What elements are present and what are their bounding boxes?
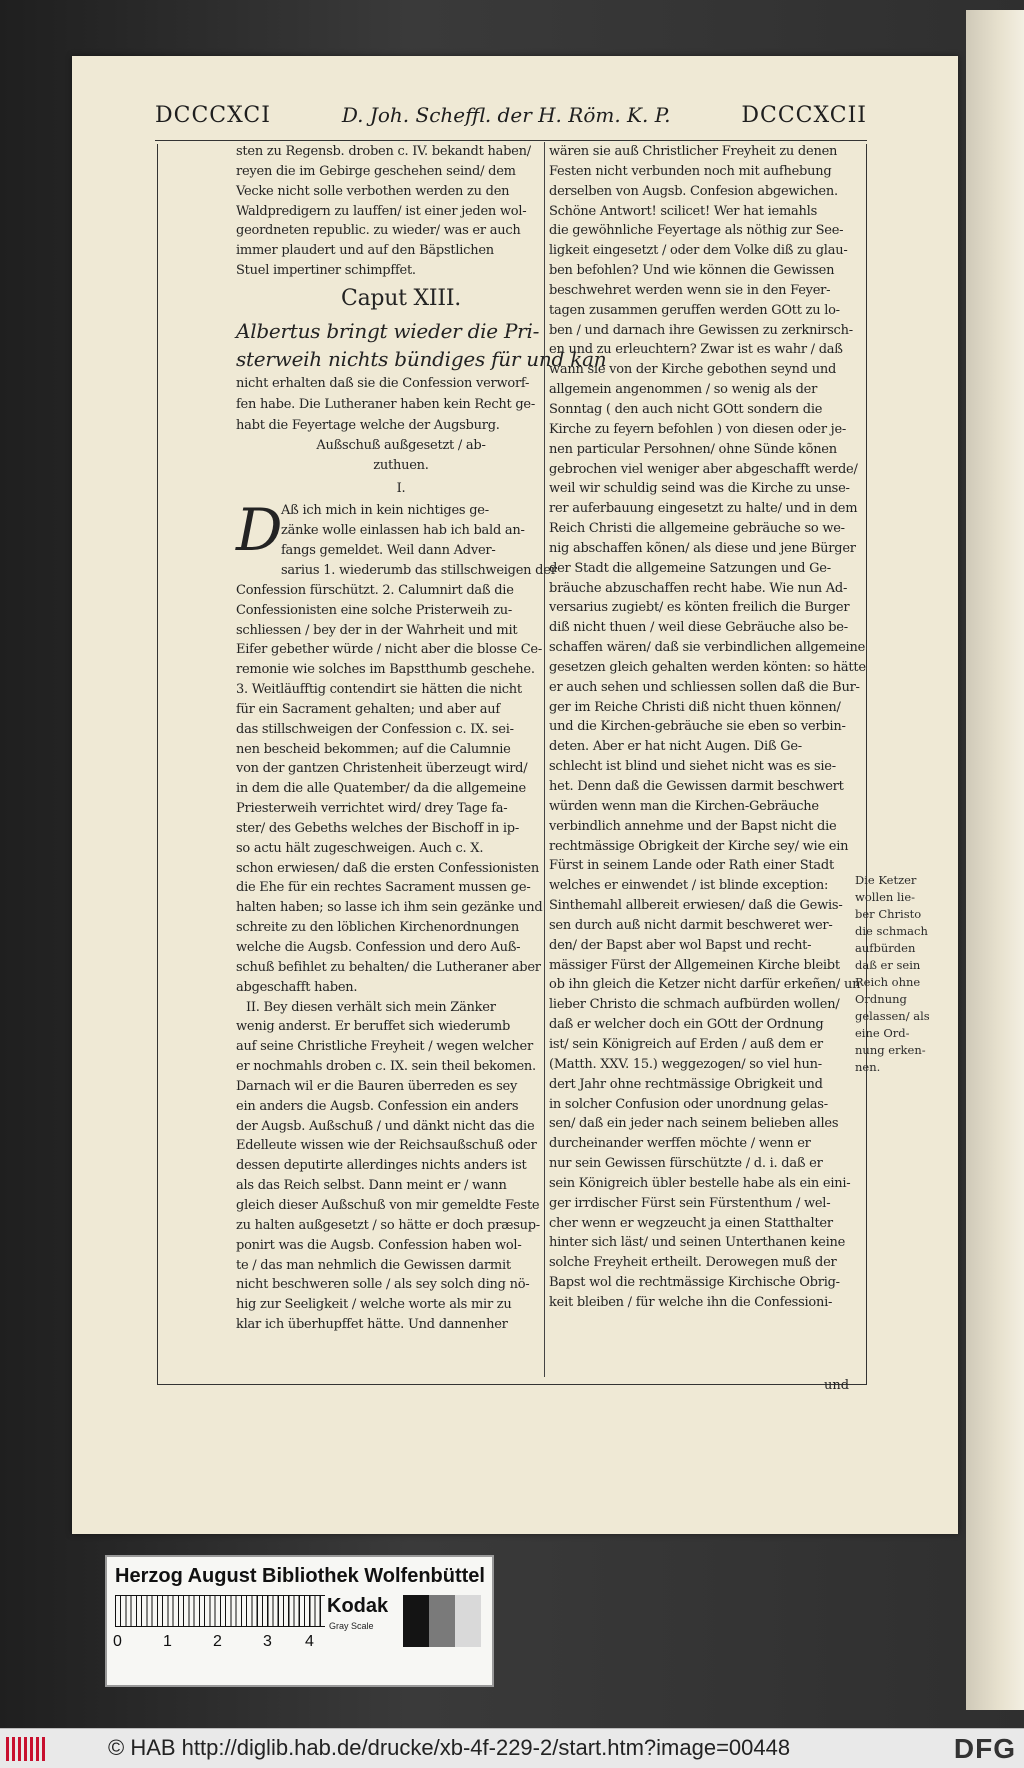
text-line: ob ihn gleich die Ketzer nicht darfür erkeñen/ un xyxy=(549,977,861,993)
text-line: mässiger Fürst der Allgemeinen Kirche bleibt xyxy=(549,957,840,973)
text-line: ger irrdischer Fürst sein Fürstenthum / wel- xyxy=(549,1195,831,1211)
text-line: dert Jahr ohne rechtmässige Obrigkeit und xyxy=(549,1076,823,1092)
chapter-summary-line: fen habe. Die Lutheraner haben kein Recht ge- xyxy=(236,396,536,412)
chapter-summary-line: zuthuen. xyxy=(373,457,429,473)
text-line: cher wenn er wegzeucht ja einen Statthalter xyxy=(549,1215,833,1231)
margin-note-line: aufbürden xyxy=(855,941,916,955)
text-line: nen bescheid bekommen; auf die Calumnie xyxy=(236,741,511,757)
text-line: daß er welcher doch ein GOtt der Ordnung xyxy=(549,1017,824,1033)
text-line: für ein Sacrament gehalten; und aber auf xyxy=(236,701,500,717)
text-line: Waldpredigern zu lauffen/ ist einer jeden wol- xyxy=(236,203,527,219)
margin-note-line: Die Ketzer xyxy=(855,873,917,887)
text-line: zänke wolle einlassen hab ich bald an- xyxy=(281,523,525,539)
text-line: Eifer gebether würde / nicht aber die blosse Ce- xyxy=(236,642,543,658)
margin-note-line: eine Ord- xyxy=(855,1026,910,1040)
text-line: rer auferbauung eingesetzt zu halte/ und in dem xyxy=(549,501,858,517)
text-line: Kirche zu feyern befohlen ) von diesen oder je- xyxy=(549,421,847,437)
text-line: Sinthemahl allbereit erwiesen/ daß die Gewis- xyxy=(549,898,843,914)
drop-cap-paragraph xyxy=(236,496,566,565)
chapter-summary-line: Außschuß außgesetzt / ab- xyxy=(316,437,486,453)
text-line: in dem die alle Quatember/ da die allgemeine xyxy=(236,781,526,797)
ruler-number: 0 xyxy=(113,1633,122,1650)
text-line: Vecke nicht solle verbothen werden zu den xyxy=(236,183,510,199)
text-line: remonie wie solches im Bapstthumb geschehe. xyxy=(236,662,535,678)
text-line: nur sein Gewissen fürschützte / d. i. daß er xyxy=(549,1156,823,1172)
text-line: ist/ sein Königreich auf Erden / auß dem er xyxy=(549,1036,823,1052)
chapter-title-line: sterweih nichts bündiges für und kan xyxy=(236,346,607,371)
text-line: diß nicht thuen / weil diese Gebräuche also be- xyxy=(549,620,848,636)
margin-note-line: daß er sein xyxy=(855,958,921,972)
text-line: nig abschaffen kõnen/ als diese und jene Bürger xyxy=(549,540,856,556)
text-line: tagen zusammen geruffen werden GOtt zu lo- xyxy=(549,302,840,318)
margin-note xyxy=(855,872,947,1076)
text-line: abgeschafft haben. xyxy=(236,979,358,995)
text-line: lieber Christo die schmach aufbürden wollen/ xyxy=(549,997,840,1013)
margin-note-line: Ordnung xyxy=(855,992,907,1006)
text-line: den/ der Bapst aber wol Bapst und recht- xyxy=(549,937,812,953)
footer-bar xyxy=(0,1728,1024,1768)
drop-cap: D xyxy=(236,496,283,565)
text-line: die Ehe für ein rechtes Sacrament mussen ge- xyxy=(236,880,531,896)
text-line: Edelleute wissen wie der Reichsaußschuß oder xyxy=(236,1138,537,1154)
text-line: er auch sehen und schliessen sollen daß die Bur- xyxy=(549,679,860,695)
text-line: Reich Christi die allgemeine gebräuche so we- xyxy=(549,521,845,537)
text-line: Fürst in seinem Lande oder Rath einer Stadt xyxy=(549,858,834,874)
text-line: ligkeit eingesetzt / oder dem Volke diß zu glau- xyxy=(549,243,848,259)
text-line: solche Freyheit ertheilt. Derowegen muß der xyxy=(549,1255,837,1271)
text-line: en und zu erleuchtern? Zwar ist es wahr / daß xyxy=(549,342,843,358)
chapter-summary-line: nicht erhalten daß sie die Confession verworf- xyxy=(236,375,530,391)
text-line: sen/ daß ein jeder nach seinem belieben alles xyxy=(549,1116,839,1132)
text-line: te / das man nehmlich die Gewissen darmit xyxy=(236,1257,511,1273)
text-line: durcheinander werffen möchte / wenn er xyxy=(549,1136,811,1152)
ruler-number: 4 xyxy=(305,1633,314,1650)
chapter-title-line: Albertus bringt wieder die Pri- xyxy=(236,318,540,343)
ruler-number: 2 xyxy=(213,1633,222,1650)
text-line: (Matth. XXV. 15.) weggezogen/ so viel hun- xyxy=(549,1056,822,1072)
text-line: ben / und darnach ihre Gewissen zu zerknirsch- xyxy=(549,322,853,338)
text-line: er nochmahls droben c. IX. sein theil bekomen. xyxy=(236,1059,536,1075)
gray-swatch-dark xyxy=(403,1595,429,1647)
text-line: sten zu Regensb. droben c. IV. bekandt haben/ xyxy=(236,144,531,159)
adjacent-page-edge xyxy=(966,10,1024,1710)
text-line: deten. Aber er hat nicht Augen. Diß Ge- xyxy=(549,739,802,755)
header-rule xyxy=(155,140,867,141)
text-line: dessen deputirte allerdinges nichts anders ist xyxy=(236,1158,527,1174)
margin-note-line: nung erken- xyxy=(855,1043,926,1057)
text-line: keit bleiben / für welche ihn die Confessioni- xyxy=(549,1294,833,1310)
ruler-number: 3 xyxy=(263,1633,272,1650)
text-line: würden wenn man die Kirchen-Gebräuche xyxy=(549,798,819,814)
text-line: Priesterweih verrichtet wird/ drey Tage fa- xyxy=(236,801,508,817)
text-line: sarius 1. wiederumb das stillschweigen der xyxy=(281,562,557,578)
text-line: schon erwiesen/ daß die ersten Confessionisten xyxy=(236,860,539,876)
chapter-heading: Caput XIII. xyxy=(340,285,461,311)
text-line: bräuche abzuschaffen recht habe. Wie nun Ad- xyxy=(549,580,848,596)
text-line: gebrochen viel weniger aber abgeschafft werde/ xyxy=(549,461,858,477)
text-line: schlecht ist blind und siehet nicht was es sie- xyxy=(549,759,836,775)
text-line: das stillschweigen der Confession c. IX. sei- xyxy=(236,721,514,737)
text-line: der Stadt die allgemeine Satzungen und Ge- xyxy=(549,560,831,576)
header-title: D. Joh. Scheffl. der H. Röm. K. P. xyxy=(341,103,671,127)
text-line: sein Königreich übler bestelle habe als ein eini- xyxy=(549,1175,851,1191)
text-line: Bapst wol die rechtmässige Kirchische Obrig- xyxy=(549,1275,840,1291)
text-line: Festen nicht verbunden noch mit aufhebung xyxy=(549,163,832,179)
text-line: schreite zu den löblichen Kirchenordnungen xyxy=(236,920,519,936)
text-line: immer plaudert und auf den Bäpstlichen xyxy=(236,243,494,259)
text-line: auf seine Christliche Freyheit / wegen welcher xyxy=(236,1039,533,1055)
text-line: schliessen / bey der in der Wahrheit und mit xyxy=(236,622,518,638)
text-line: het. Denn daß die Gewissen darmit beschwert xyxy=(549,779,844,794)
catchword: und xyxy=(824,1378,850,1393)
library-name: Herzog August Bibliothek Wolfenbüttel xyxy=(115,1565,485,1587)
text-line: geordneten republic. zu wieder/ was er auch xyxy=(236,223,521,239)
text-line: ponirt was die Augsb. Confession haben wol- xyxy=(236,1237,522,1253)
text-line: der Augsb. Außschuß / und dänkt nicht das die xyxy=(236,1118,535,1134)
scale-ruler xyxy=(115,1595,325,1627)
chapter-summary-line: habt die Feyertage welche der Augsburg. xyxy=(236,417,500,433)
text-line: Stuel impertiner schimpffet. xyxy=(236,263,416,279)
text-line: zu halten außgesetzt / so hätte er doch præsup- xyxy=(236,1217,540,1233)
text-line: Aß ich mich in kein nichtiges ge- xyxy=(281,503,489,519)
text-line: welches er einwendet / ist blinde exception: xyxy=(549,878,829,894)
text-line: als das Reich selbst. Dann meint er / wann xyxy=(236,1178,507,1194)
text-line: so actu hält zugeschweigen. Auch c. X. xyxy=(236,840,484,856)
text-line: hig zur Seeligkeit / welche worte als mir zu xyxy=(236,1297,512,1313)
text-line: Confession fürschützt. 2. Calumnirt daß die xyxy=(236,582,514,598)
margin-note-line: ber Christo xyxy=(855,907,922,921)
text-line: nicht beschweren solle / als sey solch ding nö- xyxy=(236,1277,530,1293)
text-line: in solcher Confusion oder unordnung gelas- xyxy=(549,1096,828,1112)
text-line: die gewöhnliche Feyertage als nöthig zur See- xyxy=(549,223,844,239)
text-line: II. Bey diesen verhält sich mein Zänker xyxy=(246,999,496,1015)
text-line: verbindlich annehme und der Bapst nicht die xyxy=(549,818,837,834)
dfg-logo: DFG xyxy=(953,1733,1016,1764)
text-line: schuß befihlet zu behalten/ die Lutheraner aber xyxy=(236,959,541,975)
text-line: wenig anderst. Er beruffet sich wiederumb xyxy=(236,1019,511,1035)
text-line: derselben von Augsb. Confesion abgewichen. xyxy=(549,183,838,199)
footer-copyright-link[interactable]: © HAB http://diglib.hab.de/drucke/xb-4f-229-2/start.htm?image=00448 xyxy=(108,1735,791,1760)
text-line: welche die Augsb. Confession und dero Auß- xyxy=(236,940,521,955)
section-number: I. xyxy=(396,480,406,496)
text-line: ein anders die Augsb. Confession ein anders xyxy=(236,1098,519,1114)
page-header xyxy=(155,95,867,135)
margin-note-line: wollen lie- xyxy=(855,890,916,904)
text-line: versarius zugiebt/ es könten freilich die Burger xyxy=(549,600,850,616)
text-line: 3. Weitläufftig contendirt sie hätten die nicht xyxy=(236,682,522,698)
text-line: reyen die im Gebirge geschehen seind/ dem xyxy=(236,163,516,179)
text-line: beschwehret werden wenn sie in den Feyer- xyxy=(549,282,831,298)
text-line: und die Kirchen-gebräuche sie eben so verbin- xyxy=(549,719,846,735)
text-line: ben befohlen? Und wie können die Gewissen xyxy=(549,263,835,279)
margin-note-line: nen. xyxy=(855,1060,881,1074)
text-line: weil wir schuldig seind was die Kirche zu unse- xyxy=(549,481,850,497)
text-line: nen particular Persohnen/ ohne Sünde kõnen xyxy=(549,441,837,457)
gray-swatch-mid xyxy=(429,1595,455,1647)
text-line: Schöne Antwort! scilicet! Wer hat iemahls xyxy=(549,203,817,219)
gray-scale-caption: Gray Scale xyxy=(329,1621,374,1631)
hab-barcode-icon xyxy=(6,1737,46,1761)
header-left-number: DCCCXCI xyxy=(155,102,271,128)
text-line: gesetzen gleich gehalten werden könten: so hätte xyxy=(549,659,866,675)
ruler-number: 1 xyxy=(163,1633,172,1650)
text-line: hinter sich läst/ und seinen Unterthanen keine xyxy=(549,1235,846,1251)
text-line: von der gantzen Christenheit überzeugt wird/ xyxy=(236,761,528,777)
header-right-number: DCCCXCII xyxy=(741,102,867,128)
text-line: klar ich überhupffet hätte. Und dannenher xyxy=(236,1317,508,1333)
text-line: fangs gemeldet. Weil dann Adver- xyxy=(281,543,496,559)
gray-swatch-light xyxy=(455,1595,481,1647)
text-line: halten haben; so lasse ich ihm sein gezänke und xyxy=(236,900,543,916)
library-label-card xyxy=(105,1555,494,1687)
text-line: wären sie auß Christlicher Freyheit zu denen xyxy=(549,144,838,159)
text-line: sen durch auß nicht darmit beschweret wer- xyxy=(549,917,833,933)
text-line: rechtmässige Obrigkeit der Kirche sey/ wie ein xyxy=(549,838,849,854)
text-line: Darnach wil er die Bauren überreden es sey xyxy=(236,1078,518,1094)
margin-note-line: die schmach xyxy=(855,924,928,938)
text-line: allgemein angenommen / so wenig als der xyxy=(549,382,818,398)
text-line: Sonntag ( den auch nicht GOtt sondern die xyxy=(549,401,823,417)
kodak-brand: Kodak xyxy=(327,1595,389,1617)
text-line: ster/ des Gebeths welches der Bischoff in ip- xyxy=(236,820,520,836)
margin-note-line: Reich ohne xyxy=(855,975,921,989)
left-column xyxy=(236,142,607,1335)
right-column xyxy=(549,142,879,1313)
text-line: wann sie von der Kirche gebothen seynd und xyxy=(549,362,837,378)
text-line: gleich dieser Außschuß von mir gemeldte Feste xyxy=(236,1197,540,1213)
text-line: schaffen wären/ daß sie verbindlichen allgemeine xyxy=(549,640,866,656)
text-line: Confessionisten eine solche Pristerweih zu- xyxy=(236,602,513,618)
margin-note-line: gelassen/ als xyxy=(855,1009,930,1023)
text-line: ger im Reiche Christi diß nicht thuen können/ xyxy=(549,699,841,715)
